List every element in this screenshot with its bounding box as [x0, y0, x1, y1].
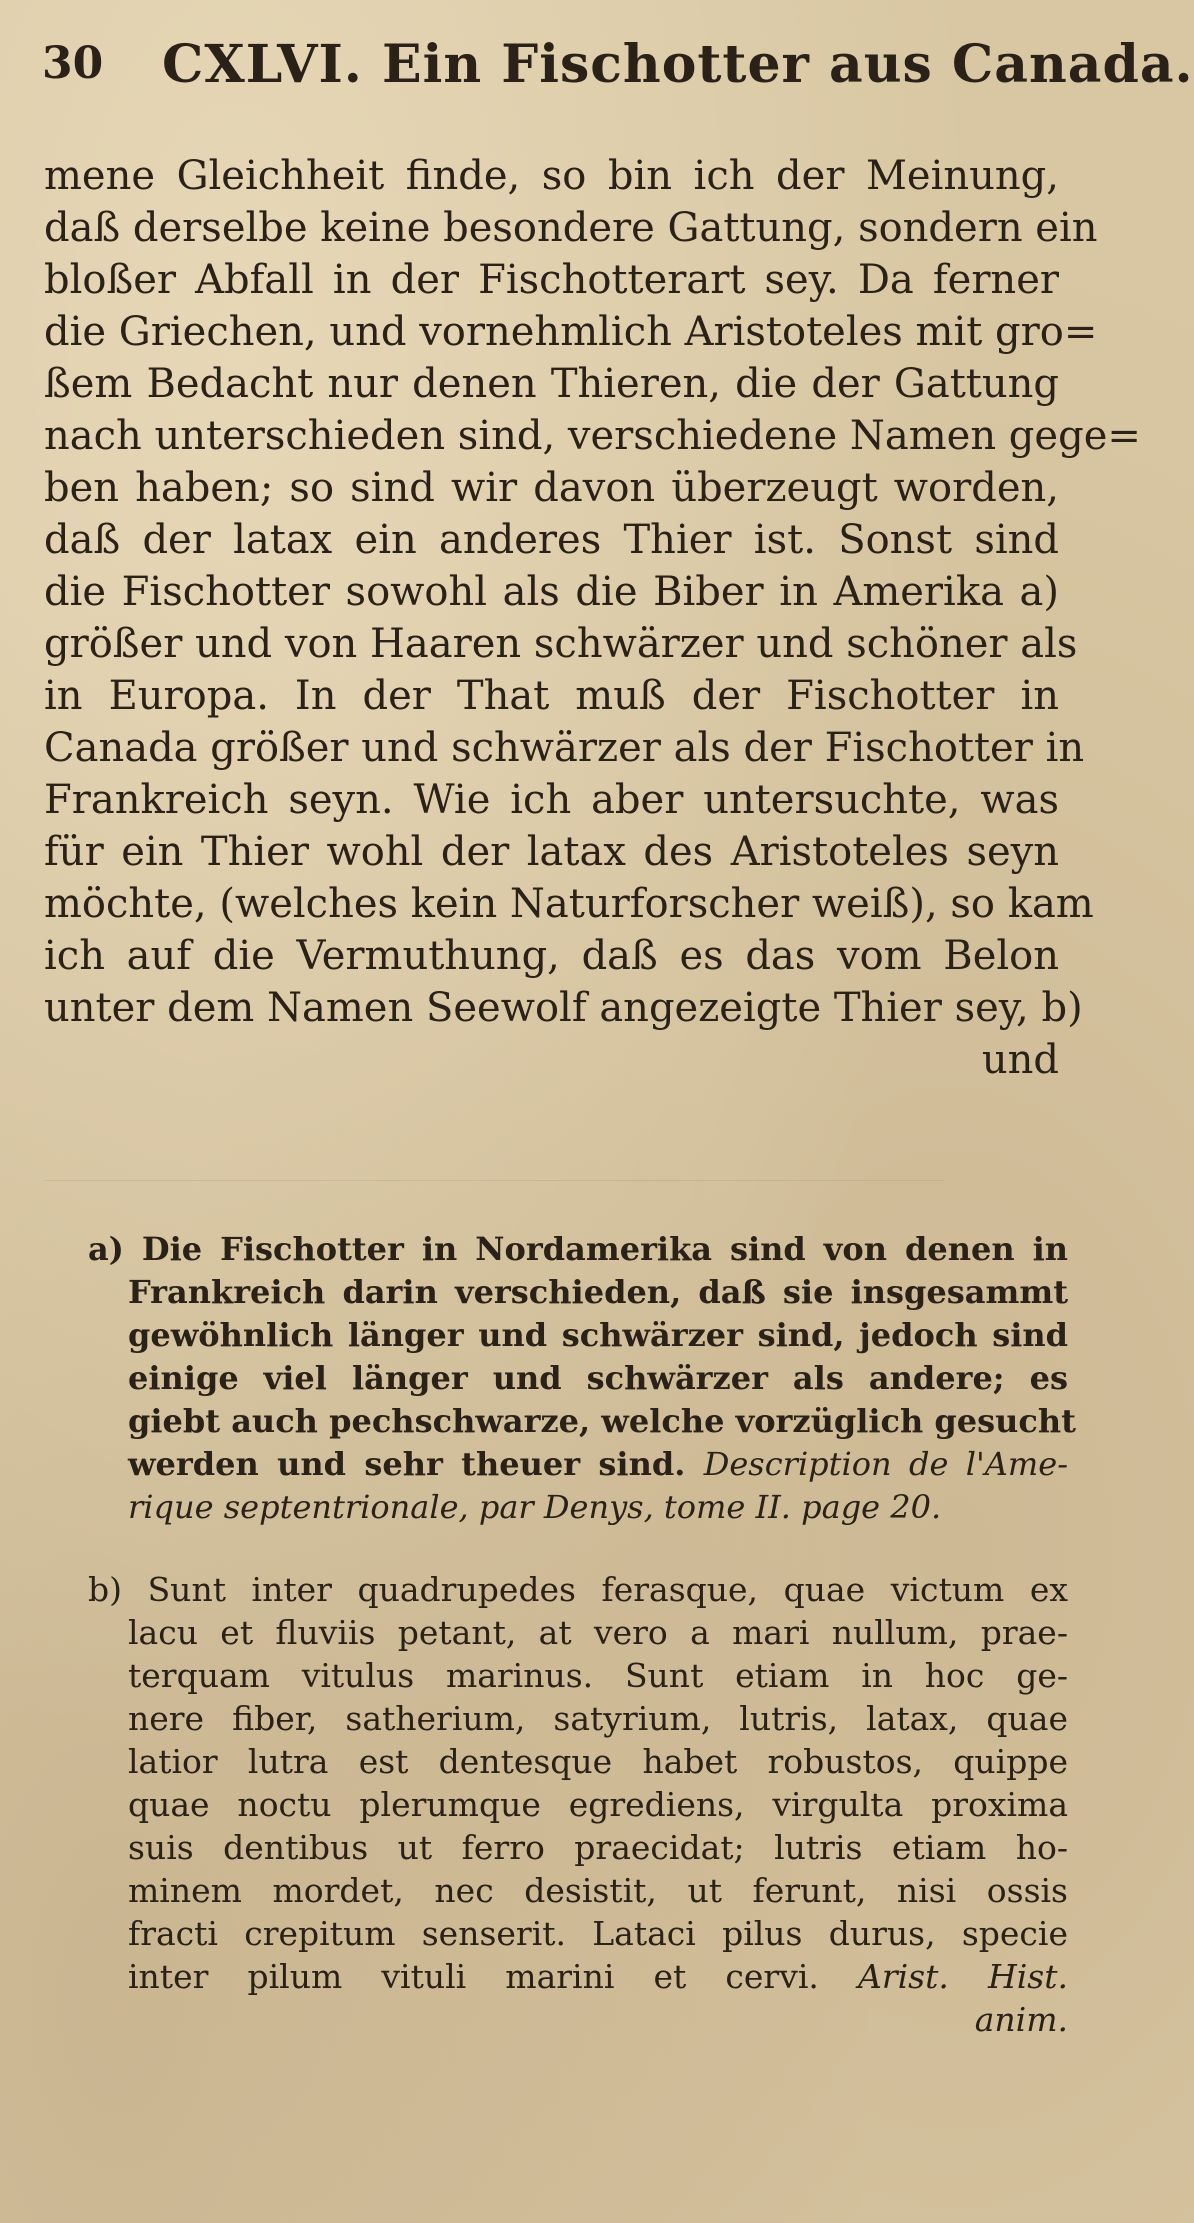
text-line: ben haben; so sind wir davon überzeugt worden, — [44, 465, 1059, 511]
text-line: bloßer Abfall in der Fischotterart sey. Da ferner — [44, 257, 1059, 303]
text-line: ich auf die Vermuthung, daß es das vom Belon — [44, 933, 1059, 979]
footnote-line: giebt auch pechschwarze, welche vorzüglich gesucht — [128, 1402, 1076, 1440]
footnote-line: a) Die Fischotter in Nordamerika sind von denen in — [88, 1230, 1068, 1268]
text-line: möchte, (welches kein Naturforscher weiß), so kam — [44, 881, 1094, 927]
footnote-line: lacu et fluviis petant, at vero a mari nullum, prae- — [128, 1613, 1068, 1652]
footnote-line: nere fiber, satherium, satyrium, lutris, latax, quae — [128, 1699, 1068, 1738]
citation — [128, 1486, 1068, 1529]
catchword: und — [981, 1037, 1059, 1083]
running-title: CXLVI. Ein Fischotter aus Canada. — [162, 34, 1194, 95]
text-line: die Griechen, und vornehmlich Aristoteles mit gro= — [44, 309, 1098, 355]
footnote-line: latior lutra est dentesque habet robustos, quippe — [128, 1742, 1068, 1781]
text-line: Canada größer und schwärzer als der Fischotter in — [44, 725, 1085, 771]
footnote-line: suis dentibus ut ferro praecidat; lutris etiam ho- — [128, 1828, 1068, 1867]
footnote-text: inter pilum vituli marini et cervi. — [128, 1957, 819, 1996]
text-line: größer und von Haaren schwärzer und schöner als — [44, 621, 1078, 667]
page-number: 30 — [42, 38, 104, 89]
page-header — [42, 30, 1194, 100]
footnote-line: gewöhnlich länger und schwärzer sind, jedoch sind — [128, 1316, 1068, 1354]
text-line: für ein Thier wohl der latax des Aristoteles seyn — [44, 829, 1059, 875]
citation: Arist. Hist. — [858, 1957, 1068, 1996]
footnote-line: quae noctu plerumque egrediens, virgulta proxima — [128, 1785, 1068, 1824]
text-line: in Europa. In der That muß der Fischotter in — [44, 673, 1059, 719]
footnote-line: Frankreich darin verschieden, daß sie insgesammt — [128, 1273, 1068, 1311]
text-line: daß der latax ein anderes Thier ist. Sonst sind — [44, 517, 1059, 563]
footnote-line — [128, 1955, 1068, 1998]
text-line: Frankreich seyn. Wie ich aber untersuchte, was — [44, 777, 1059, 823]
divider — [44, 1180, 944, 1181]
text-line: daß derselbe keine besondere Gattung, sondern ein — [44, 205, 1098, 251]
footnote-text: werden und sehr theuer sind. — [128, 1445, 686, 1483]
footnote-line: b) Sunt inter quadrupedes ferasque, quae victum ex — [88, 1570, 1068, 1609]
footnote-line — [128, 1443, 1068, 1486]
citation-end — [128, 1998, 1068, 2041]
footnote-line: fracti crepitum senserit. Lataci pilus durus, specie — [128, 1914, 1068, 1953]
footnote-line: einige viel länger und schwärzer als andere; es — [128, 1359, 1068, 1397]
text-line: die Fischotter sowohl als die Biber in Amerika a) — [44, 569, 1059, 615]
text-line: mene Gleichheit finde, so bin ich der Meinung, — [44, 153, 1059, 199]
text-line: ßem Bedacht nur denen Thieren, die der Gattung — [44, 361, 1059, 407]
footnote-line: minem mordet, nec desistit, ut ferunt, nisi ossis — [128, 1871, 1068, 1910]
footnote-line: terquam vitulus marinus. Sunt etiam in hoc ge- — [128, 1656, 1068, 1695]
text-line: unter dem Namen Seewolf angezeigte Thier sey, b) — [44, 985, 1083, 1031]
citation-text: rique septentrionale, par Denys, tome II. page 20. — [128, 1488, 942, 1526]
text-line: nach unterschieden sind, verschiedene Namen gege= — [44, 413, 1141, 459]
citation: Description de l'Ame- — [703, 1445, 1069, 1483]
citation-text: anim. — [974, 2000, 1068, 2039]
